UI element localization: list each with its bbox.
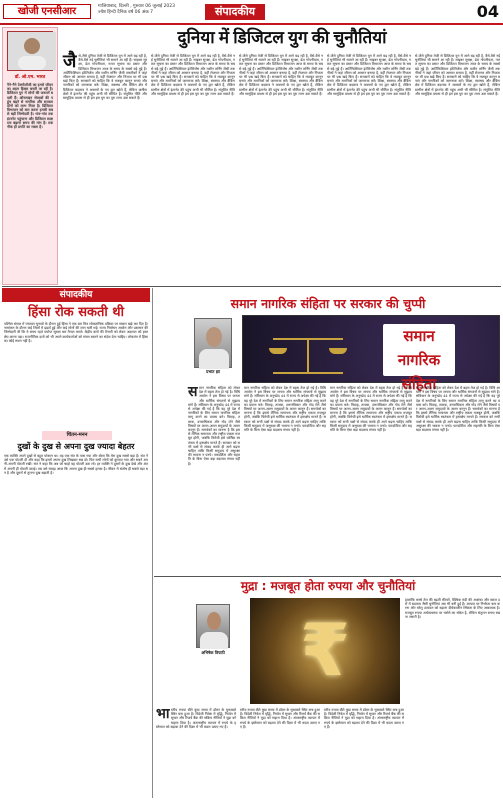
- sidebar-text: नैने-नैने टेक्नोलॉजी का हमारे जीवन का अहम हिस्सा बनती जा रही है। डिजिटल युग में लोगों की जरूरतें बदली हैं। ऑनलाइन सेवाओं की पहुंच बढ़ने से नागरिक और सरकार दोनों को लाभ मिला है। डिजिटल विभाजन को कम करना हमारी सबसे बड़ी जिम्मेदारी है। गांव-गांव तक इंटरनेट पहुंचाना और डिजिटल साक्षरता बढ़ाना समय की मांग है। तकनीक ही प्रगति का रास्ता है।: [7, 83, 53, 130]
- editorial-title: हिंसा रोक सकती थी: [28, 305, 124, 320]
- ucc-article-text: मान नागरिक संहिता को लेकर देश में बहस तेज हो गई है। विधि आयोग ने इस विषय पर जनता और धार्मिक संगठनों से सुझाव मांगे हैं। संविधान के अनुच्छेद 44 में राज्य से अपेक्षा की गई है कि वह पूरे देश में नागरिकों के लिए समान नागरिक संहिता लागू करने का प्रयास करे। विवाह, तलाक, उत्तराधिकार और गोद लेने जैसे विषयों पर अलग-अलग समुदायों के अलग कानून हैं। समर्थकों का मानना है कि इससे लैंगिक समानता और राष्ट्रीय एकता मजबूत होगी, जबकि विरोधी इसे धार्मिक स्वतंत्रता में हस्तक्षेप मानते हैं। सरकार को सभी पक्षों से संवाद करके ही आगे बढ़ना चाहिए ताकि किसी समुदाय में असुरक्षा की भावना न पनपे। पारदर्शिता और सहमति के बिना ऐसा बड़ा बदलाव संभव नहीं है।: [244, 386, 326, 433]
- rupee-article-text: रतीय रुपया बीते कुछ समय में डॉलर के मुकाबले स्थिर बना हुआ है। विदेशी निवेश में वृद्धि, निर्यात में सुधार और रिजर्व बैंक की सक्रिय नीतियों ने मुद्रा को सहारा दिया है। अंतरराष्ट्रीय व्यापार में रुपये के इस्तेमाल को बढ़ावा देने की दिशा में भी कदम उठाए गए हैं।: [240, 708, 320, 729]
- author-photo: [7, 31, 53, 71]
- dropcap: जै: [63, 51, 77, 72]
- header-rule: [0, 23, 503, 25]
- face-shape: [207, 612, 221, 630]
- justice-scale-icon: [273, 328, 343, 374]
- editorial-body: पश्चिम बंगाल में पंचायत चुनावों के दौरान हुई हिंसा ने एक बार फिर लोकतांत्रिक प्रक्रिया पर सवाल खड़े कर दिए हैं। नामांकन के दौरान कई जिलों में झड़पें हुईं और कई लोगों की जान चली गई। राज्य निर्वाचन आयोग और प्रशासन की जिम्मेदारी थी कि वे समय रहते पर्याप्त सुरक्षा बल तैनात करते। केंद्रीय बलों की तैनाती को लेकर अदालत को हस्तक्षेप करना पड़ा। राजनीतिक दलों को भी अपने कार्यकर्ताओं को संयम बरतने का संदेश देना चाहिए। लोकतंत्र में हिंसा का कोई स्थान नहीं है।: [4, 322, 148, 343]
- brand-logo: खोजी एनसीआर: [3, 4, 91, 19]
- byline: अभिषेक त्रिपाठी: [201, 650, 225, 655]
- section-divider: [2, 286, 501, 287]
- main-article-column: [239, 54, 323, 284]
- rupee-column: [156, 708, 236, 798]
- main-article-text: से-जैसे दुनिया तेजी से डिजिटल युग में आगे बढ़ रही है, वैसे-वैसे नई चुनौतियां भी सामने आ रही हैं। साइबर सुरक्षा, डेटा गोपनीयता, गलत सूचना का प्रसार और डिजिटल विभाजन आज के समय के सबसे बड़े मुद्दे हैं। आर्टिफिशियल इंटेलिजेंस और मशीन लर्निंग जैसी तकनीकों ने जहां जीवन को आसान बनाया है, वहीं रोजगार और निजता पर भी प्रश्न खड़े किए हैं। सरकारों को चाहिए कि वे मजबूत कानून बनाएं और नागरिकों को जागरूक करें। शिक्षा, स्वास्थ्य और बैंकिंग क्षेत्र में डिजिटल बदलाव ने अवसरों के नए द्वार खोले हैं, लेकिन ग्रामीण क्षेत्रों में इंटरनेट की पहुंच अभी भी सीमित है। संतुलित नीति और सामूहिक प्रयास से ही हम इस युग का पूरा लाभ उठा सकते हैं।: [63, 54, 147, 101]
- rupee-headline: मुद्रा : मजबूत होता रुपया और चुनौतियां: [240, 579, 416, 593]
- rupee-column: [324, 708, 404, 798]
- page-number: 04: [476, 2, 499, 21]
- rupee-article-text: रतीय रुपया बीते कुछ समय में डॉलर के मुकाबले स्थिर बना हुआ है। विदेशी निवेश में वृद्धि, निर्यात में सुधार और रिजर्व बैंक की सक्रिय नीतियों ने मुद्रा को सहारा दिया है। अंतरराष्ट्रीय व्यापार में रुपये के इस्तेमाल को बढ़ावा देने की दिशा में भी कदम उठाए गए हैं।: [324, 708, 404, 729]
- rupee-article-text: रतीय रुपया बीते कुछ समय में डॉलर के मुकाबले स्थिर बना हुआ है। विदेशी निवेश में वृद्धि, निर्यात में सुधार और रिजर्व बैंक की सक्रिय नीतियों ने मुद्रा को सहारा दिया है। अंतरराष्ट्रीय व्यापार में रुपये के इस्तेमाल को बढ़ावा देने की दिशा में भी कदम उठाए गए हैं।: [156, 708, 236, 729]
- ucc-illustration: [242, 315, 500, 393]
- rupee-icon: ₹: [299, 608, 351, 692]
- ucc-column: [188, 386, 240, 576]
- main-article-column: [151, 54, 235, 284]
- masthead: [0, 0, 503, 24]
- ucc-headline: समान नागरिक संहिता पर सरकार की चुप्पी: [230, 296, 426, 311]
- author-photo: [194, 318, 232, 368]
- main-article-text: से-जैसे दुनिया तेजी से डिजिटल युग में आगे बढ़ रही है, वैसे-वैसे नई चुनौतियां भी सामने आ रही हैं। साइबर सुरक्षा, डेटा गोपनीयता, गलत सूचना का प्रसार और डिजिटल विभाजन आज के समय के सबसे बड़े मुद्दे हैं। आर्टिफिशियल इंटेलिजेंस और मशीन लर्निंग जैसी तकनीकों ने जहां जीवन को आसान बनाया है, वहीं रोजगार और निजता पर भी प्रश्न खड़े किए हैं। सरकारों को चाहिए कि वे मजबूत कानून बनाएं और नागरिकों को जागरूक करें। शिक्षा, स्वास्थ्य और बैंकिंग क्षेत्र में डिजिटल बदलाव ने अवसरों के नए द्वार खोले हैं, लेकिन ग्रामीण क्षेत्रों में इंटरनेट की पहुंच अभी भी सीमित है। संतुलित नीति और सामूहिक प्रयास से ही हम इस युग का पूरा लाभ उठा सकते हैं।: [239, 54, 323, 96]
- rupee-illustration: [250, 598, 400, 704]
- chintan-band: चिंतन-मनन: [42, 431, 112, 440]
- main-article-text: से-जैसे दुनिया तेजी से डिजिटल युग में आगे बढ़ रही है, वैसे-वैसे नई चुनौतियां भी सामने आ रही हैं। साइबर सुरक्षा, डेटा गोपनीयता, गलत सूचना का प्रसार और डिजिटल विभाजन आज के समय के सबसे बड़े मुद्दे हैं। आर्टिफिशियल इंटेलिजेंस और मशीन लर्निंग जैसी तकनीकों ने जहां जीवन को आसान बनाया है, वहीं रोजगार और निजता पर भी प्रश्न खड़े किए हैं। सरकारों को चाहिए कि वे मजबूत कानून बनाएं और नागरिकों को जागरूक करें। शिक्षा, स्वास्थ्य और बैंकिंग क्षेत्र में डिजिटल बदलाव ने अवसरों के नए द्वार खोले हैं, लेकिन ग्रामीण क्षेत्रों में इंटरनेट की पहुंच अभी भी सीमित है। संतुलित नीति और सामूहिक प्रयास से ही हम इस युग का पूरा लाभ उठा सकते हैं।: [415, 54, 500, 96]
- ucc-column: [244, 386, 326, 576]
- main-article-column: [63, 51, 147, 284]
- ucc-article-text: मान नागरिक संहिता को लेकर देश में बहस तेज हो गई है। विधि आयोग ने इस विषय पर जनता और धार्मिक संगठनों से सुझाव मांगे हैं। संविधान के अनुच्छेद 44 में राज्य से अपेक्षा की गई है कि वह पूरे देश में नागरिकों के लिए समान नागरिक संहिता लागू करने का प्रयास करे। विवाह, तलाक, उत्तराधिकार और गोद लेने जैसे विषयों पर अलग-अलग समुदायों के अलग कानून हैं। समर्थकों का मानना है कि इससे लैंगिक समानता और राष्ट्रीय एकता मजबूत होगी, जबकि विरोधी इसे धार्मिक स्वतंत्रता में हस्तक्षेप मानते हैं। सरकार को सभी पक्षों से संवाद करके ही आगे बढ़ना चाहिए ताकि किसी समुदाय में असुरक्षा की भावना न पनपे। पारदर्शिता और सहमति के बिना ऐसा बड़ा बदलाव संभव नहीं है।: [330, 386, 412, 433]
- ucc-column: [330, 386, 412, 576]
- ucc-art-label: समान नागरिक संहिता: [383, 324, 455, 376]
- dateline-date: गाजियाबाद, दिल्ली , गुरुवार 06 जुलाई 2023: [98, 4, 176, 9]
- face-shape: [206, 327, 222, 347]
- main-article-text: से-जैसे दुनिया तेजी से डिजिटल युग में आगे बढ़ रही है, वैसे-वैसे नई चुनौतियां भी सामने आ रही हैं। साइबर सुरक्षा, डेटा गोपनीयता, गलत सूचना का प्रसार और डिजिटल विभाजन आज के समय के सबसे बड़े मुद्दे हैं। आर्टिफिशियल इंटेलिजेंस और मशीन लर्निंग जैसी तकनीकों ने जहां जीवन को आसान बनाया है, वहीं रोजगार और निजता पर भी प्रश्न खड़े किए हैं। सरकारों को चाहिए कि वे मजबूत कानून बनाएं और नागरिकों को जागरूक करें। शिक्षा, स्वास्थ्य और बैंकिंग क्षेत्र में डिजिटल बदलाव ने अवसरों के नए द्वार खोले हैं, लेकिन ग्रामीण क्षेत्रों में इंटरनेट की पहुंच अभी भी सीमित है। संतुलित नीति और सामूहिक प्रयास से ही हम इस युग का पूरा लाभ उठा सकते हैं।: [151, 54, 235, 96]
- sidebar-author: डॉ. ओ.एम. भारत: [14, 75, 46, 80]
- person-icon: [8, 32, 56, 70]
- dateline: [98, 4, 175, 16]
- rupee-right-column: हालांकि कच्चे तेल की बढ़ती कीमतें, वैश्विक मंदी की आशंका और ब्याज दरों में बदलाव जैसी चुनौतियां अब भी बनी हुई हैं। आयात पर निर्भरता कम करना और घरेलू उत्पादन को बढ़ाना दीर्घकालीन स्थिरता के लिए आवश्यक है। मजबूत रुपया अर्थव्यवस्था पर भरोसे का संकेत है, लेकिन संतुलन बनाए रखना जरूरी है।: [405, 598, 500, 619]
- main-article-text: से-जैसे दुनिया तेजी से डिजिटल युग में आगे बढ़ रही है, वैसे-वैसे नई चुनौतियां भी सामने आ रही हैं। साइबर सुरक्षा, डेटा गोपनीयता, गलत सूचना का प्रसार और डिजिटल विभाजन आज के समय के सबसे बड़े मुद्दे हैं। आर्टिफिशियल इंटेलिजेंस और मशीन लर्निंग जैसी तकनीकों ने जहां जीवन को आसान बनाया है, वहीं रोजगार और निजता पर भी प्रश्न खड़े किए हैं। सरकारों को चाहिए कि वे मजबूत कानून बनाएं और नागरिकों को जागरूक करें। शिक्षा, स्वास्थ्य और बैंकिंग क्षेत्र में डिजिटल बदलाव ने अवसरों के नए द्वार खोले हैं, लेकिन ग्रामीण क्षेत्रों में इंटरनेट की पहुंच अभी भी सीमित है। संतुलित नीति और सामूहिक प्रयास से ही हम इस युग का पूरा लाभ उठा सकते हैं।: [327, 54, 411, 96]
- rupee-article-body: [156, 708, 406, 798]
- sidebar-column: [2, 27, 58, 285]
- main-headline: दुनिया में डिजिटल युग की चुनौतियां: [177, 28, 387, 47]
- chintan-title: दुखों के दुख से अपना दुख ज्यादा बेहतर: [17, 442, 135, 451]
- byline: प्रभात झा: [206, 369, 220, 374]
- main-article-column: [327, 54, 411, 284]
- rupee-column: [240, 708, 320, 798]
- editorial-band: संपादकीय: [2, 288, 150, 302]
- author-photo: [196, 604, 230, 648]
- shirt-shape: [199, 349, 229, 369]
- column-divider: [152, 288, 153, 798]
- chintan-body: एक व्यक्ति अपने दुखों से बहुत परेशान था। वह एक संत के पास गया और बोला कि मेरा दुख सबसे बड़ा है। संत ने उसे एक पोटली दी और कहा कि इसमें अपना दुख लिखकर रख दो। फिर सभी लोगों को बुलाया गया और सबने अपनी-अपनी पोटली रखी। संत ने कहा कि अब जो चाहो वह पोटली उठा लो। हर व्यक्ति ने दूसरों के दुख देखे और अंत में अपनी ही पोटली उठाई। तब उसे समझ आया कि अपना दुख ही सबसे हल्का है। जीवन में संतोष ही सबसे बड़ा धन है और दूसरों से तुलना दुख बढ़ाती है।: [4, 454, 148, 475]
- section-divider: [154, 576, 501, 577]
- dropcap: स: [188, 384, 198, 400]
- main-article-column: [415, 54, 500, 284]
- main-article-body: [63, 51, 500, 284]
- ucc-article-body: [156, 386, 500, 576]
- section-title: संपादकीय: [205, 4, 265, 20]
- dropcap: भा: [156, 706, 170, 722]
- shirt-shape: [200, 632, 228, 649]
- ucc-article-text: मान नागरिक संहिता को लेकर देश में बहस तेज हो गई है। विधि आयोग ने इस विषय पर जनता और धार्मिक संगठनों से सुझाव मांगे हैं। संविधान के अनुच्छेद 44 में राज्य से अपेक्षा की गई है कि वह पूरे देश में नागरिकों के लिए समान नागरिक संहिता लागू करने का प्रयास करे। विवाह, तलाक, उत्तराधिकार और गोद लेने जैसे विषयों पर अलग-अलग समुदायों के अलग कानून हैं। समर्थकों का मानना है कि इससे लैंगिक समानता और राष्ट्रीय एकता मजबूत होगी, जबकि विरोधी इसे धार्मिक स्वतंत्रता में हस्तक्षेप मानते हैं। सरकार को सभी पक्षों से संवाद करके ही आगे बढ़ना चाहिए ताकि किसी समुदाय में असुरक्षा की भावना न पनपे। पारदर्शिता और सहमति के बिना ऐसा बड़ा बदलाव संभव नहीं है।: [416, 386, 500, 433]
- ucc-article-text: मान नागरिक संहिता को लेकर देश में बहस तेज हो गई है। विधि आयोग ने इस विषय पर जनता और धार्मिक संगठनों से सुझाव मांगे हैं। संविधान के अनुच्छेद 44 में राज्य से अपेक्षा की गई है कि वह पूरे देश में नागरिकों के लिए समान नागरिक संहिता लागू करने का प्रयास करे। विवाह, तलाक, उत्तराधिकार और गोद लेने जैसे विषयों पर अलग-अलग समुदायों के अलग कानून हैं। समर्थकों का मानना है कि इससे लैंगिक समानता और राष्ट्रीय एकता मजबूत होगी, जबकि विरोधी इसे धार्मिक स्वतंत्रता में हस्तक्षेप मानते हैं। सरकार को सभी पक्षों से संवाद करके ही आगे बढ़ना चाहिए ताकि किसी समुदाय में असुरक्षा की भावना न पनपे। पारदर्शिता और सहमति के बिना ऐसा बड़ा बदलाव संभव नहीं है।: [188, 386, 240, 466]
- ucc-column: [416, 386, 500, 576]
- dateline-issue: ज्येष्ठ हिन्दी दैनिक वर्ष 06 अंक 7: [98, 10, 154, 15]
